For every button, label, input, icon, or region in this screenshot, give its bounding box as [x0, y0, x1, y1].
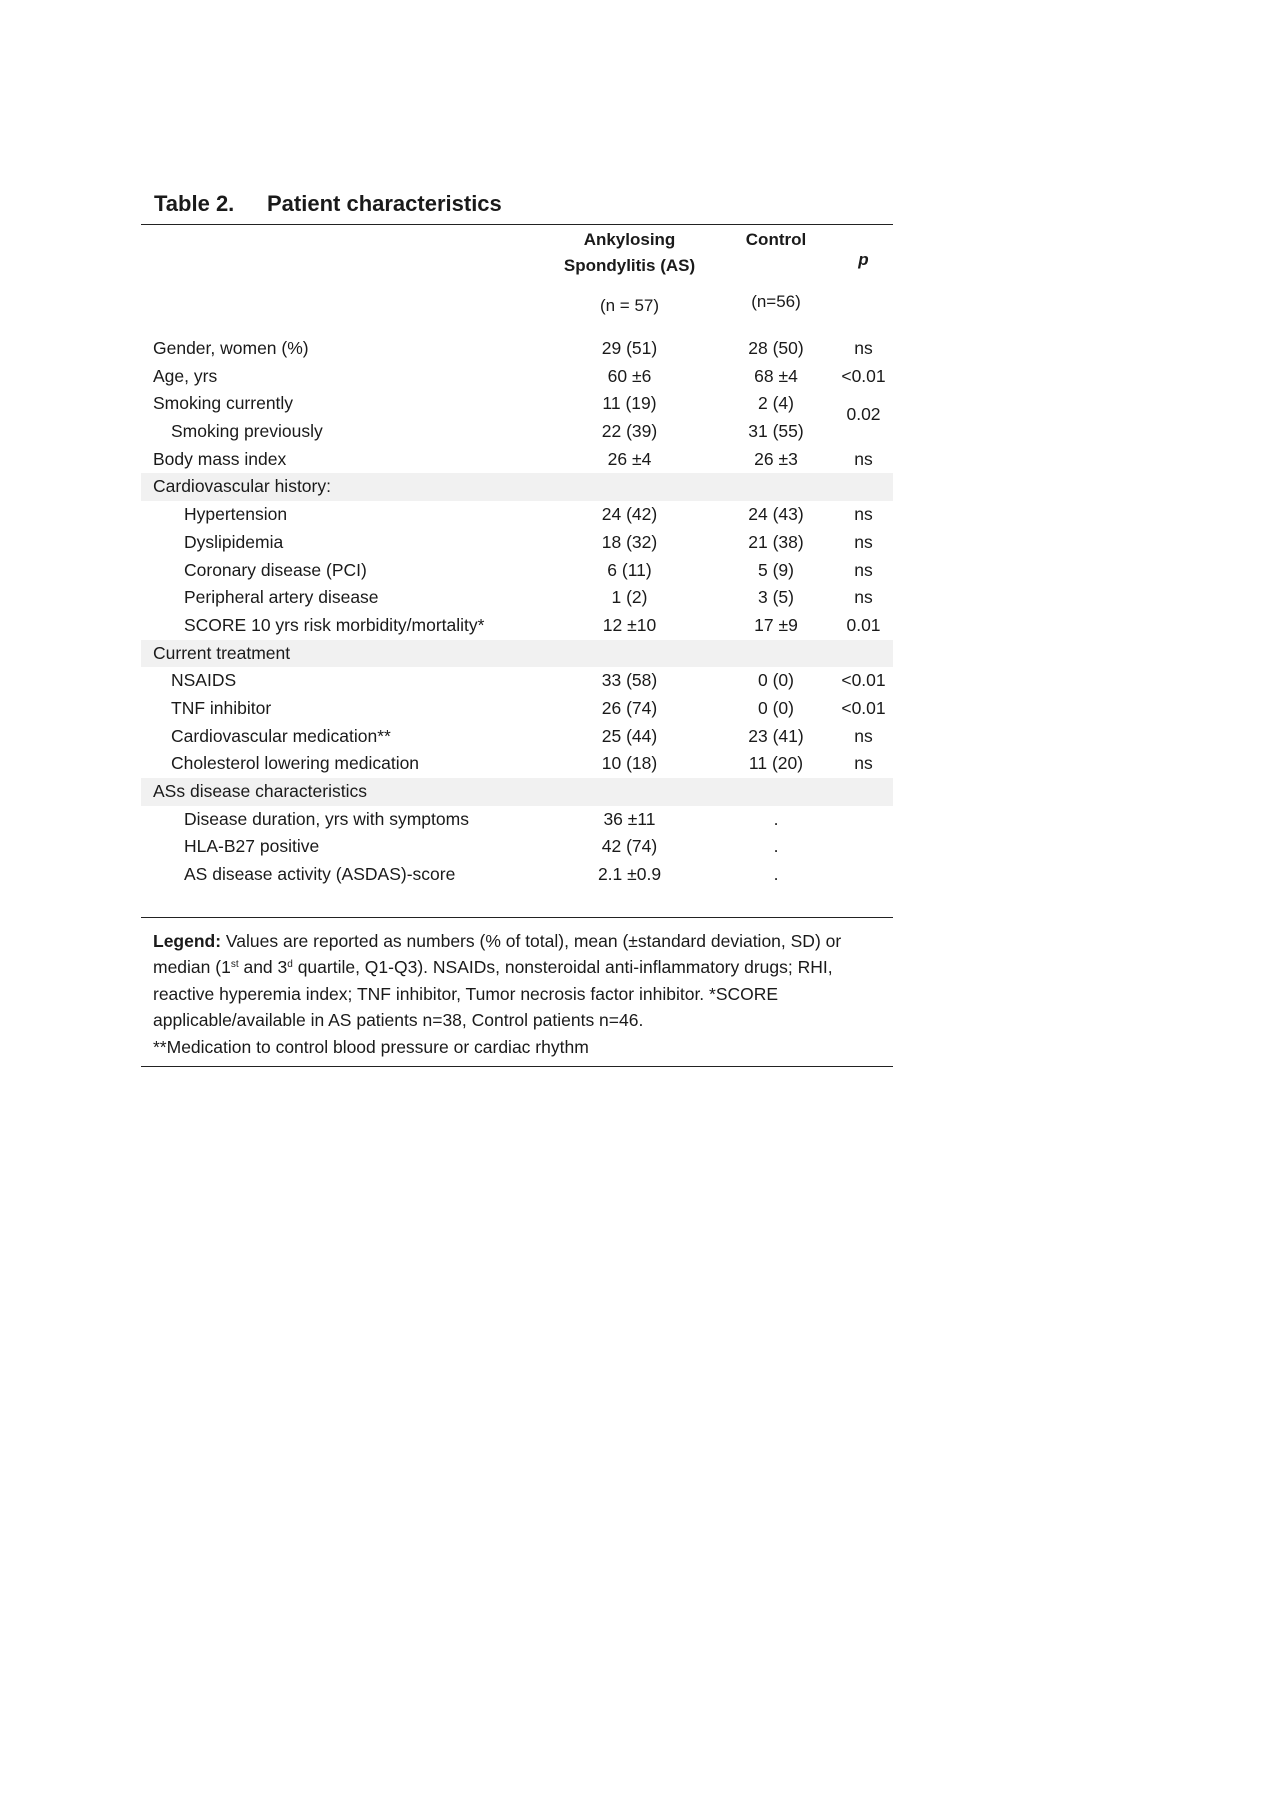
p-value: ns [854, 559, 873, 580]
as-value: 6 (11) [607, 559, 652, 580]
control-value: . [773, 836, 779, 857]
control-value: 68 ±4 [754, 365, 798, 386]
p-value: ns [854, 753, 873, 774]
legend-text-4: **Medication to control blood pressure or cardiac rhythm [153, 1036, 589, 1057]
row-label: Cholesterol lowering medication [171, 753, 420, 774]
as-value: 25 (44) [601, 725, 658, 746]
row-label: HLA-B27 positive [184, 836, 320, 857]
as-value: 26 ±4 [607, 448, 652, 469]
table-legend [141, 918, 893, 1067]
header-as-line1: Ankylosing [583, 230, 676, 249]
table-row [141, 806, 893, 834]
table-row [141, 446, 893, 474]
table-row [141, 418, 893, 446]
table-row [141, 695, 893, 723]
table-2 [141, 186, 893, 1067]
table-row [141, 861, 893, 889]
row-label: Gender, women (%) [153, 338, 309, 358]
p-value: ns [854, 587, 873, 608]
control-value: 2 (4) [758, 393, 794, 414]
row-label: NSAIDS [171, 670, 237, 691]
row-label: SCORE 10 yrs risk morbidity/mortality* [184, 614, 485, 635]
table-caption-title: Patient characteristics [267, 191, 502, 216]
header-as-line2: Spondylitis (AS) [563, 256, 696, 275]
as-value: 60 ±6 [607, 365, 652, 386]
row-label: Body mass index [153, 448, 287, 469]
as-value: 36 ±11 [603, 808, 656, 829]
control-value: 28 (50) [748, 338, 804, 358]
table-header [141, 225, 893, 335]
as-value: 10 (18) [601, 753, 658, 774]
control-value: . [773, 864, 779, 885]
legend-sup-2: d [287, 959, 293, 971]
legend-sup-1: st [230, 959, 239, 971]
as-value: 22 (39) [601, 421, 658, 442]
as-value: 33 (58) [601, 670, 658, 691]
row-label: Smoking currently [153, 393, 294, 414]
table-row [141, 557, 893, 585]
header-control: Control [745, 230, 807, 249]
control-value: 0 (0) [758, 697, 794, 718]
row-label: ASs disease characteristics [153, 781, 367, 801]
p-value: ns [854, 531, 873, 552]
table-caption [154, 186, 893, 224]
as-value: 26 (74) [601, 697, 658, 718]
header-p: p [858, 250, 869, 269]
row-label: Peripheral artery disease [184, 587, 379, 608]
row-label: Hypertension [184, 504, 288, 525]
control-value: 21 (38) [748, 531, 804, 552]
p-value: 0.01 [846, 614, 881, 635]
p-value: ns [854, 338, 873, 358]
legend-text-2: and 3 [238, 957, 288, 978]
row-label: Dyslipidemia [184, 531, 284, 552]
p-value: ns [854, 725, 873, 746]
bottom-rule [141, 1066, 893, 1067]
control-value: 31 (55) [748, 421, 804, 442]
row-label: Cardiovascular history: [153, 476, 331, 497]
control-value: 5 (9) [758, 559, 794, 580]
row-label: Cardiovascular medication** [171, 725, 391, 746]
table-body [141, 335, 893, 889]
section-row [141, 473, 893, 501]
p-value: <0.01 [841, 670, 886, 691]
section-row [141, 640, 893, 668]
row-label: Age, yrs [153, 365, 218, 386]
control-value: 17 ±9 [754, 614, 798, 635]
table-row [141, 750, 893, 778]
p-value: <0.01 [841, 365, 886, 386]
row-label: AS disease activity (ASDAS)-score [184, 864, 456, 885]
as-value: 29 (51) [601, 338, 658, 358]
table-caption-label: Table 2. [154, 191, 235, 216]
control-value: 11 (20) [748, 753, 804, 774]
table-row [141, 723, 893, 751]
p-value: ns [854, 504, 873, 525]
p-value: <0.01 [841, 697, 886, 718]
control-value: 3 (5) [758, 587, 794, 608]
legend-title: Legend: [153, 930, 222, 951]
control-value: 26 ±3 [754, 448, 798, 469]
as-value: 2.1 ±0.9 [597, 864, 662, 885]
control-value: 24 (43) [748, 504, 804, 525]
row-label: Disease duration, yrs with symptoms [184, 808, 469, 829]
as-value: 1 (2) [611, 587, 648, 608]
p-value: ns [854, 448, 873, 469]
table-row [141, 833, 893, 861]
as-value: 11 (19) [602, 393, 657, 414]
legend-text-3: quartile, Q1-Q3). NSAIDs, nonsteroidal anti-inflammatory drugs; RHI, reactive hyperemia index; TNF inhibitor, Tumor necrosis factor inhibitor. *SCORE applicable/available in AS patients n=38, Control patients n=46. [153, 957, 833, 1031]
table-row [141, 390, 893, 418]
row-label: Coronary disease (PCI) [184, 559, 367, 580]
as-value: 42 (74) [601, 836, 658, 857]
row-label: Current treatment [153, 642, 291, 663]
table-row [141, 584, 893, 612]
control-value: . [773, 808, 779, 829]
legend-text-1: Values are reported as numbers (% of total), mean (±standard deviation, SD) or median (1 [153, 930, 842, 978]
control-value: 23 (41) [748, 725, 804, 746]
header-control-n: (n=56) [751, 292, 801, 311]
row-label: Smoking previously [171, 421, 323, 442]
header-as-n: (n = 57) [599, 296, 660, 315]
control-value: 0 (0) [758, 670, 794, 691]
table-row [141, 612, 893, 640]
table-row [141, 335, 893, 363]
table-row [141, 667, 893, 695]
as-value: 12 ±10 [602, 614, 657, 635]
table-row [141, 529, 893, 557]
header-as [541, 227, 718, 279]
table-row [141, 363, 893, 391]
table-row [141, 501, 893, 529]
section-row [141, 778, 893, 806]
smoking-p-value: 0.02 [846, 404, 881, 425]
as-value: 24 (42) [601, 504, 658, 525]
row-label: TNF inhibitor [171, 697, 272, 718]
as-value: 18 (32) [601, 531, 658, 552]
